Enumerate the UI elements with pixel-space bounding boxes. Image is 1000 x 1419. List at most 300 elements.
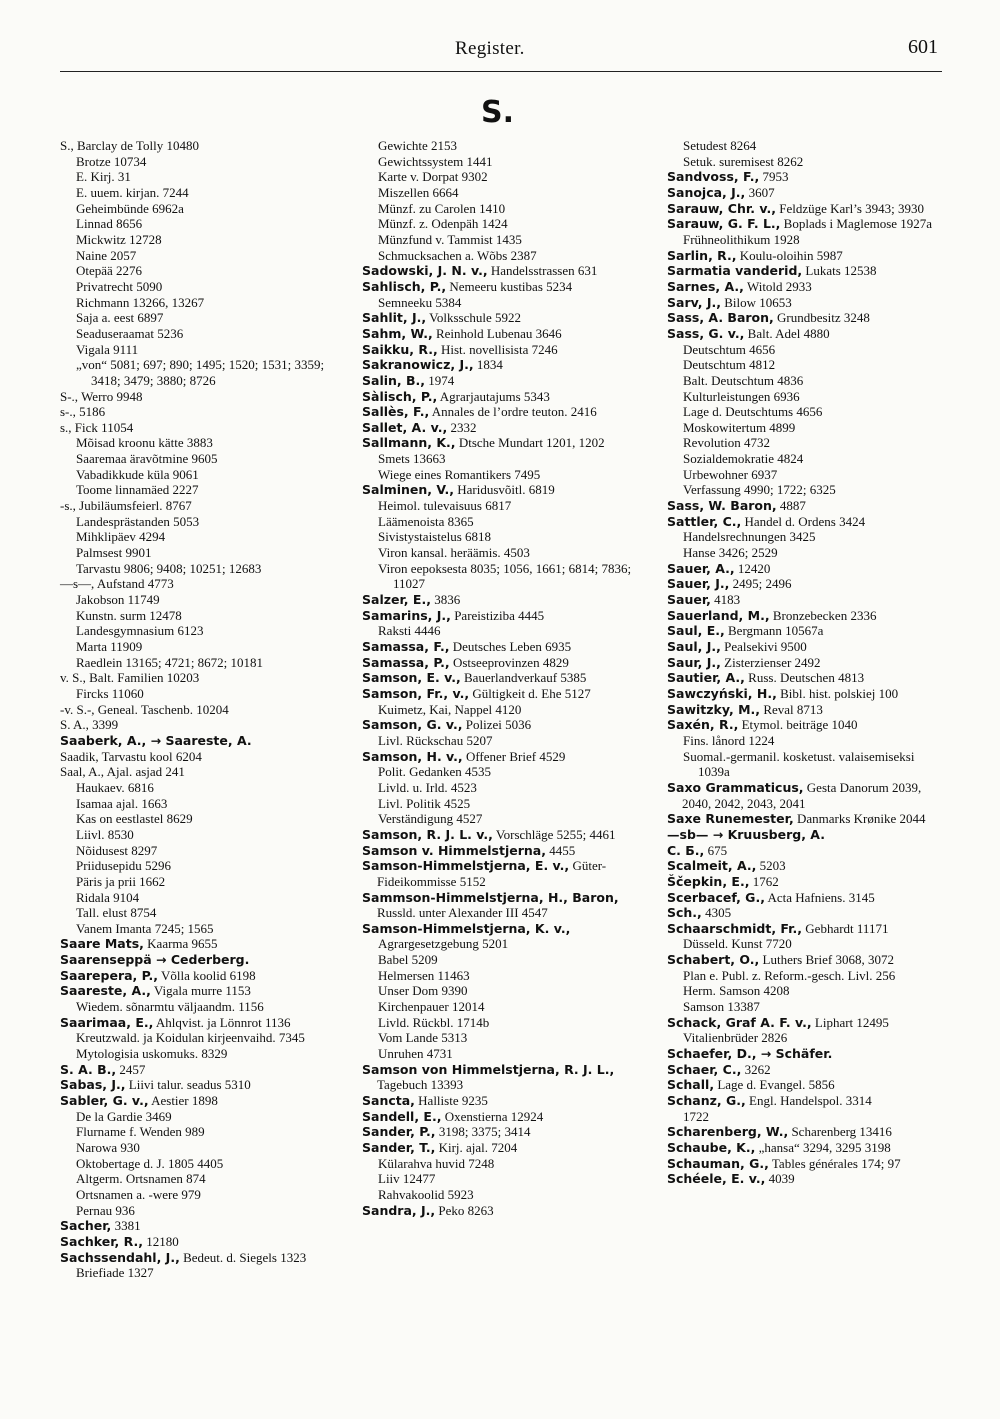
- entry-text: Kirchenpauer 12014: [378, 999, 485, 1015]
- entry-text: Moskowitertum 4899: [683, 419, 796, 435]
- entry-text: Balt. Deutschtum 4836: [683, 372, 804, 388]
- index-subentry: [667, 482, 942, 498]
- index-entry: [362, 435, 640, 451]
- entry-text: Scharenberg 13416: [788, 1124, 892, 1140]
- entry-author: Sarmatia vanderid,: [667, 263, 803, 279]
- index-entry: [667, 592, 942, 608]
- entry-author: Sarauw, G. F. L.,: [667, 216, 781, 232]
- index-entry: [60, 952, 338, 968]
- entry-text: Lukats 12538: [802, 263, 877, 279]
- index-entry: [362, 342, 640, 358]
- entry-text: Vigala murre 1153: [150, 983, 251, 999]
- entry-text: Vom Lande 5313: [378, 1030, 468, 1046]
- index-subentry: [362, 780, 640, 796]
- entry-author: Saxe Runemester,: [667, 811, 794, 827]
- index-subentry: [60, 201, 338, 217]
- entry-text: Agrargesetzgebung 5201: [378, 936, 509, 952]
- index-entry: [667, 185, 942, 201]
- entry-author: Sanojca, J.,: [667, 184, 746, 200]
- index-subentry: [60, 623, 338, 639]
- entry-author: Samson v. Himmelstjerna,: [362, 842, 546, 858]
- entry-text: Linnad 8656: [76, 216, 143, 232]
- index-entry: [667, 310, 942, 326]
- entry-author: Sallmann, K.,: [362, 435, 456, 451]
- index-subentry: [60, 545, 338, 561]
- index-entry: [60, 983, 338, 999]
- index-entry: [362, 1062, 640, 1093]
- entry-text: Gesta Danorum 2039, 2040, 2042, 2043, 2041: [682, 779, 922, 811]
- entry-author: Saaberk, A., → Saareste, A.: [60, 732, 252, 748]
- entry-text: 1762: [749, 873, 779, 889]
- index-subentry: [60, 608, 338, 624]
- index-entry: [667, 561, 942, 577]
- index-entry: [667, 169, 942, 185]
- entry-text: Setudest 8264: [683, 138, 757, 153]
- entry-text: 675: [704, 842, 728, 858]
- index-subentry: [60, 1203, 338, 1219]
- index-subentry: [60, 1140, 338, 1156]
- index-subentry: [362, 952, 640, 968]
- index-entry: [362, 921, 640, 937]
- entry-author: Samson-Himmelstjerna, K. v.,: [362, 920, 571, 936]
- entry-author: Samassa, F.,: [362, 639, 450, 654]
- entry-text: 2457: [116, 1061, 146, 1077]
- entry-text: Unruhen 4731: [378, 1046, 453, 1062]
- index-subentry: [362, 796, 640, 812]
- index-subentry: [362, 201, 640, 217]
- entry-text: Revolution 4732: [683, 435, 771, 451]
- entry-text: Läämenoista 8365: [378, 513, 474, 529]
- entry-text: E. uuem. kirjan. 7244: [76, 184, 189, 200]
- entry-text: Etymol. beiträge 1040: [738, 717, 858, 733]
- entry-author: Sautier, A.,: [667, 670, 745, 686]
- index-subentry: [362, 1171, 640, 1187]
- index-subentry: [60, 451, 338, 467]
- entry-text: Raksti 4446: [378, 623, 441, 639]
- entry-text: -s., Jubiläumsfeierl. 8767: [60, 498, 192, 514]
- entry-author: Schanz, G.,: [667, 1093, 746, 1109]
- index-entry: [362, 686, 640, 702]
- entry-text: Gültigkeit d. Ehe 5127: [469, 685, 591, 701]
- index-subentry: [667, 389, 942, 405]
- entry-text: Bibl. hist. polskiej 100: [776, 685, 899, 701]
- index-entry: [667, 248, 942, 264]
- entry-text: Engl. Handelspol. 3314: [745, 1093, 872, 1109]
- entry-text: Mihklipäev 4294: [76, 529, 166, 545]
- entry-text: Balt. Adel 4880: [744, 325, 830, 341]
- index-subentry: [362, 451, 640, 467]
- index-subentry: [60, 310, 338, 326]
- index-entry: [362, 404, 640, 420]
- entry-text: Palmsest 9901: [76, 545, 152, 561]
- entry-text: Helmersen 11463: [378, 967, 470, 983]
- index-entry: [667, 326, 942, 342]
- index-subentry: [60, 592, 338, 608]
- index-entry: [362, 326, 640, 342]
- entry-author: Sauer,: [667, 592, 711, 608]
- entry-text: 3381: [111, 1218, 141, 1234]
- entry-author: Schaer, C.,: [667, 1061, 742, 1077]
- entry-text: Russ. Deutschen 4813: [744, 670, 865, 686]
- index-entry: [667, 780, 942, 811]
- entry-author: Saare Mats,: [60, 936, 144, 952]
- entry-author: —sb— → Kruusberg, A.: [667, 826, 825, 842]
- index-subentry: [60, 263, 338, 279]
- entry-text: Saal, A., Ajal. asjad 241: [60, 764, 185, 780]
- index-entry: [667, 890, 942, 906]
- index-subentry: [667, 232, 942, 248]
- index-subentry: [60, 843, 338, 859]
- entry-text: Reinhold Lubenau 3646: [432, 325, 562, 341]
- entry-author: Samson, G. v.,: [362, 717, 463, 733]
- entry-text: Sivistystaistelus 6818: [378, 529, 492, 545]
- entry-text: Livl. Rückschau 5207: [378, 732, 493, 748]
- index-entry: [362, 1093, 640, 1109]
- entry-text: 1834: [473, 357, 503, 373]
- entry-text: Karte v. Dorpat 9302: [378, 169, 488, 185]
- entry-author: Scalmeit, A.,: [667, 858, 757, 874]
- index-subentry: [60, 326, 338, 342]
- entry-text: Deutschtum 4812: [683, 357, 776, 373]
- entry-text: Kunstn. surm 12478: [76, 607, 182, 623]
- index-subentry: [667, 154, 942, 170]
- index-entry: [362, 1203, 640, 1219]
- entry-text: Handelsstrassen 631: [487, 263, 598, 279]
- entry-text: Kirj. ajal. 7204: [435, 1140, 518, 1155]
- index-subentry: [60, 874, 338, 890]
- index-subentry: [60, 279, 338, 295]
- entry-author: Salin, B.,: [362, 372, 426, 388]
- entry-text: Zisterzienser 2492: [720, 654, 821, 670]
- entry-text: Offener Brief 4529: [462, 748, 566, 764]
- entry-text: Brotze 10734: [76, 153, 147, 169]
- index-entry: [667, 921, 942, 937]
- index-subentry: [60, 1265, 338, 1281]
- entry-text: Vigala 9111: [76, 341, 139, 357]
- index-entry: [362, 639, 640, 655]
- entry-text: Polizei 5036: [462, 717, 532, 733]
- index-subentry: [362, 248, 640, 264]
- index-subentry: [362, 467, 640, 483]
- index-entry: [60, 138, 338, 154]
- entry-text: E. Kirj. 31: [76, 169, 131, 185]
- entry-text: Ridala 9104: [76, 889, 140, 905]
- index-column-2: [362, 138, 640, 1218]
- index-subentry: [667, 733, 942, 749]
- index-entry: [60, 717, 338, 733]
- index-subentry: [362, 983, 640, 999]
- index-entry: [60, 576, 338, 592]
- entry-text: Fircks 11060: [76, 685, 144, 701]
- entry-text: Münzf. zu Carolen 1410: [378, 200, 506, 216]
- entry-text: „von“ 5081; 697; 890; 1495; 1520; 1531; 3359; 3418; 3479; 3880; 8726: [76, 357, 325, 388]
- entry-author: Schauman, G.,: [667, 1155, 769, 1171]
- entry-text: Rahvakoolid 5923: [378, 1186, 474, 1202]
- entry-text: S. A., 3399: [60, 717, 119, 733]
- index-subentry: [60, 858, 338, 874]
- entry-text: Grundbesitz 3248: [773, 310, 870, 326]
- index-subentry: [60, 169, 338, 185]
- entry-text: Schmucksachen a. Wõbs 2387: [378, 247, 537, 263]
- entry-text: Frühneolithikum 1928: [683, 231, 800, 247]
- index-subentry: [60, 921, 338, 937]
- entry-text: Peko 8263: [435, 1202, 494, 1218]
- entry-text: Oktobertage d. J. 1805 4405: [76, 1155, 224, 1171]
- entry-text: Münzf. z. Odenpäh 1424: [378, 216, 508, 232]
- entry-text: Samson 13387: [683, 999, 760, 1015]
- entry-text: Bronzebecken 2336: [769, 607, 877, 623]
- entry-author: Sancta,: [362, 1093, 415, 1109]
- index-entry: [60, 389, 338, 405]
- entry-text: Landesprästanden 5053: [76, 513, 200, 529]
- entry-text: Kulturleistungen 6936: [683, 388, 800, 404]
- entry-text: Vorschläge 5255; 4461: [492, 826, 616, 842]
- index-subentry: [60, 686, 338, 702]
- entry-text: Aestier 1898: [148, 1093, 218, 1109]
- entry-author: Salminen, V.,: [362, 482, 454, 498]
- entry-text: Flurname f. Wenden 989: [76, 1124, 205, 1140]
- index-entry: [667, 843, 942, 859]
- entry-author: Sallet, A. v.,: [362, 419, 448, 435]
- entry-text: Saadik, Tarvastu kool 6204: [60, 748, 202, 764]
- entry-text: Külarahva huvid 7248: [378, 1155, 495, 1171]
- index-subentry: [60, 514, 338, 530]
- entry-author: Saxén, R.,: [667, 717, 739, 733]
- index-subentry: [362, 733, 640, 749]
- entry-text: s-., 5186: [60, 404, 106, 420]
- entry-author: Sarv, J.,: [667, 294, 721, 310]
- entry-author: Sass, A. Baron,: [667, 310, 774, 326]
- entry-text: Päris ja prii 1662: [76, 873, 166, 889]
- index-subentry: [362, 529, 640, 545]
- index-entry: [362, 608, 640, 624]
- entry-text: Deutsches Leben 6935: [449, 639, 572, 654]
- entry-text: Wiedem. sõnarmtu väljaandm. 1156: [76, 999, 264, 1015]
- entry-text: Annales de l’ordre teuton. 2416: [429, 404, 597, 420]
- index-entry: [362, 389, 640, 405]
- index-entry: [60, 702, 338, 718]
- index-entry: [667, 827, 942, 843]
- entry-author: Saarepera, P.,: [60, 967, 159, 983]
- index-entry: [667, 623, 942, 639]
- index-subentry: [667, 373, 942, 389]
- entry-author: Schéele, E. v.,: [667, 1171, 766, 1187]
- entry-author: Saarimaa, E.,: [60, 1014, 154, 1030]
- entry-text: Oxenstierna 12924: [441, 1108, 544, 1124]
- index-subentry: [362, 1156, 640, 1172]
- entry-author: Sass, G. v.,: [667, 325, 745, 341]
- index-entry: [362, 717, 640, 733]
- index-entry: [362, 843, 640, 859]
- entry-author: Sauer, A.,: [667, 560, 735, 576]
- index-entry: [362, 1140, 640, 1156]
- entry-text: Viron kansal. heräämis. 4503: [378, 545, 530, 561]
- entry-author: Saareste, A.,: [60, 983, 151, 999]
- index-subentry: [667, 545, 942, 561]
- index-entry: [362, 373, 640, 389]
- index-entry: [362, 749, 640, 765]
- entry-text: Mytologisia uskomuks. 8329: [76, 1046, 228, 1062]
- entry-text: Saaremaa äravõtmine 9605: [76, 451, 218, 467]
- index-subentry: [60, 999, 338, 1015]
- index-subentry: [362, 1046, 640, 1062]
- index-subentry: [362, 216, 640, 232]
- index-subentry: [362, 154, 640, 170]
- entry-text: Pealsekivi 9500: [720, 639, 807, 654]
- entry-text: Livl. Politik 4525: [378, 795, 471, 811]
- index-entry: [667, 576, 942, 592]
- entry-text: Seaduseraamat 5236: [76, 325, 184, 341]
- entry-text: S-., Werro 9948: [60, 388, 143, 404]
- entry-text: Haridusvõitl. 6819: [453, 482, 555, 498]
- index-subentry: [60, 248, 338, 264]
- entry-text: Tables générales 174; 97: [768, 1155, 901, 1171]
- index-subentry: [362, 999, 640, 1015]
- header-rule: [60, 71, 942, 72]
- entry-text: Miszellen 6664: [378, 184, 459, 200]
- entry-text: Altgerm. Ortsnamen 874: [76, 1171, 206, 1187]
- entry-author: Sarnes, A.,: [667, 278, 744, 294]
- index-entry: [667, 639, 942, 655]
- entry-text: Semneeku 5384: [378, 294, 462, 310]
- index-entry: [667, 952, 942, 968]
- entry-text: De la Gardie 3469: [76, 1108, 172, 1124]
- index-entry: [60, 420, 338, 436]
- entry-text: -v. S.-, Geneal. Taschenb. 10204: [60, 701, 229, 717]
- entry-text: 12420: [734, 560, 771, 576]
- entry-text: 2332: [447, 419, 477, 435]
- entry-text: Smets 13663: [378, 451, 446, 467]
- entry-text: Võlla koolid 6198: [158, 967, 256, 983]
- index-entry: [667, 1156, 942, 1172]
- entry-author: Schaube, K.,: [667, 1140, 756, 1155]
- entry-text: Liphart 12495: [811, 1014, 889, 1030]
- index-column-3: [667, 138, 942, 1187]
- entry-author: Scharenberg, W.,: [667, 1124, 789, 1140]
- index-entry: [60, 670, 338, 686]
- entry-text: Priidusepidu 5296: [76, 858, 171, 874]
- index-subentry: [362, 623, 640, 639]
- entry-text: Kreutzwald. ja Koidulan kirjeenvaihd. 7345: [76, 1030, 305, 1046]
- entry-author: Sallès, F.,: [362, 404, 430, 420]
- entry-author: Sachker, R.,: [60, 1233, 143, 1249]
- entry-text: Deutschtum 4656: [683, 341, 776, 357]
- entry-author: Samson, Fr., v.,: [362, 685, 470, 701]
- index-subentry: [60, 216, 338, 232]
- entry-text: Verfassung 4990; 1722; 6325: [683, 482, 836, 498]
- index-subentry: [60, 1030, 338, 1046]
- index-subentry: [667, 936, 942, 952]
- entry-text: Babel 5209: [378, 952, 438, 968]
- index-entry: [667, 514, 942, 530]
- entry-text: 3836: [430, 592, 461, 608]
- entry-text: Tall. elust 8754: [76, 905, 157, 921]
- index-entry: [667, 670, 942, 686]
- index-entry: [362, 592, 640, 608]
- index-entry: [60, 498, 338, 514]
- entry-text: Münzfund v. Tammist 1435: [378, 231, 522, 247]
- index-subentry: [60, 780, 338, 796]
- index-subentry: [362, 545, 640, 561]
- index-subentry: [362, 1030, 640, 1046]
- index-subentry: [362, 811, 640, 827]
- index-entry: [667, 498, 942, 514]
- entry-author: Sacher,: [60, 1218, 112, 1234]
- entry-text: Lage d. Evangel. 5856: [714, 1077, 835, 1093]
- entry-author: Schall,: [667, 1077, 715, 1093]
- index-entry: [60, 1062, 338, 1078]
- entry-author: Sauer, J.,: [667, 576, 730, 592]
- entry-author: Samson von Himmelstjerna, R. J. L.,: [362, 1061, 615, 1077]
- index-entry: [667, 655, 942, 671]
- entry-text: Pernau 936: [76, 1202, 135, 1218]
- entry-author: Sadowski, J. N. v.,: [362, 263, 488, 279]
- index-subentry: [362, 968, 640, 984]
- index-entry: [667, 1062, 942, 1078]
- index-entry: [60, 749, 338, 765]
- index-entry: [60, 733, 338, 749]
- index-subentry: [667, 968, 942, 984]
- index-subentry: [362, 702, 640, 718]
- entry-text: 3198; 3375; 3414: [435, 1124, 531, 1140]
- index-entry: [667, 686, 942, 702]
- index-subentry: [362, 936, 640, 952]
- index-entry: [60, 1015, 338, 1031]
- entry-author: Samarins, J.,: [362, 607, 451, 623]
- section-letter: S.: [481, 95, 515, 130]
- index-entry: [667, 608, 942, 624]
- entry-text: Landesgymnasium 6123: [76, 623, 204, 639]
- index-entry: [667, 295, 942, 311]
- index-subentry: [60, 796, 338, 812]
- entry-author: Sàlisch, P.,: [362, 388, 438, 404]
- index-subentry: [667, 529, 942, 545]
- entry-author: Sakranowicz, J.,: [362, 357, 474, 373]
- index-subentry: [362, 169, 640, 185]
- entry-text: „hansa“ 3294, 3295 3198: [755, 1140, 891, 1155]
- index-entry: [667, 216, 942, 232]
- entry-text: Danmarks Krønike 2044: [793, 811, 926, 827]
- entry-text: Verständigung 4527: [378, 811, 483, 827]
- entry-text: Tagebuch 13393: [377, 1077, 464, 1093]
- entry-text: 1722: [683, 1108, 709, 1124]
- entry-text: Liiv 12477: [378, 1171, 436, 1187]
- entry-text: Otepää 2276: [76, 263, 143, 279]
- entry-text: 1974: [425, 372, 455, 388]
- index-entry: [362, 670, 640, 686]
- index-subentry: [667, 420, 942, 436]
- index-entry: [362, 1124, 640, 1140]
- entry-text: Bauerlandverkauf 5385: [460, 670, 587, 686]
- entry-text: Haukaev. 6816: [76, 779, 154, 795]
- entry-author: Sawczyński, H.,: [667, 685, 777, 701]
- entry-text: Güter-Fideikommisse 5152: [377, 858, 607, 889]
- entry-text: Reval 8713: [760, 701, 823, 717]
- index-subentry: [362, 514, 640, 530]
- index-subentry: [60, 482, 338, 498]
- entry-text: Gewichtssystem 1441: [378, 153, 493, 169]
- entry-text: Ahlqvist. ja Lönnrot 1136: [153, 1014, 291, 1030]
- index-subentry: [667, 357, 942, 373]
- index-entry: [60, 1218, 338, 1234]
- entry-author: Ščepkin, E.,: [667, 873, 750, 889]
- index-subentry: [667, 138, 942, 154]
- entry-author: Sachssendahl, J.,: [60, 1249, 180, 1265]
- entry-author: Saur, J.,: [667, 654, 721, 670]
- entry-author: Sahm, W.,: [362, 325, 433, 341]
- index-entry: [667, 858, 942, 874]
- entry-author: Sahlit, J.,: [362, 310, 427, 326]
